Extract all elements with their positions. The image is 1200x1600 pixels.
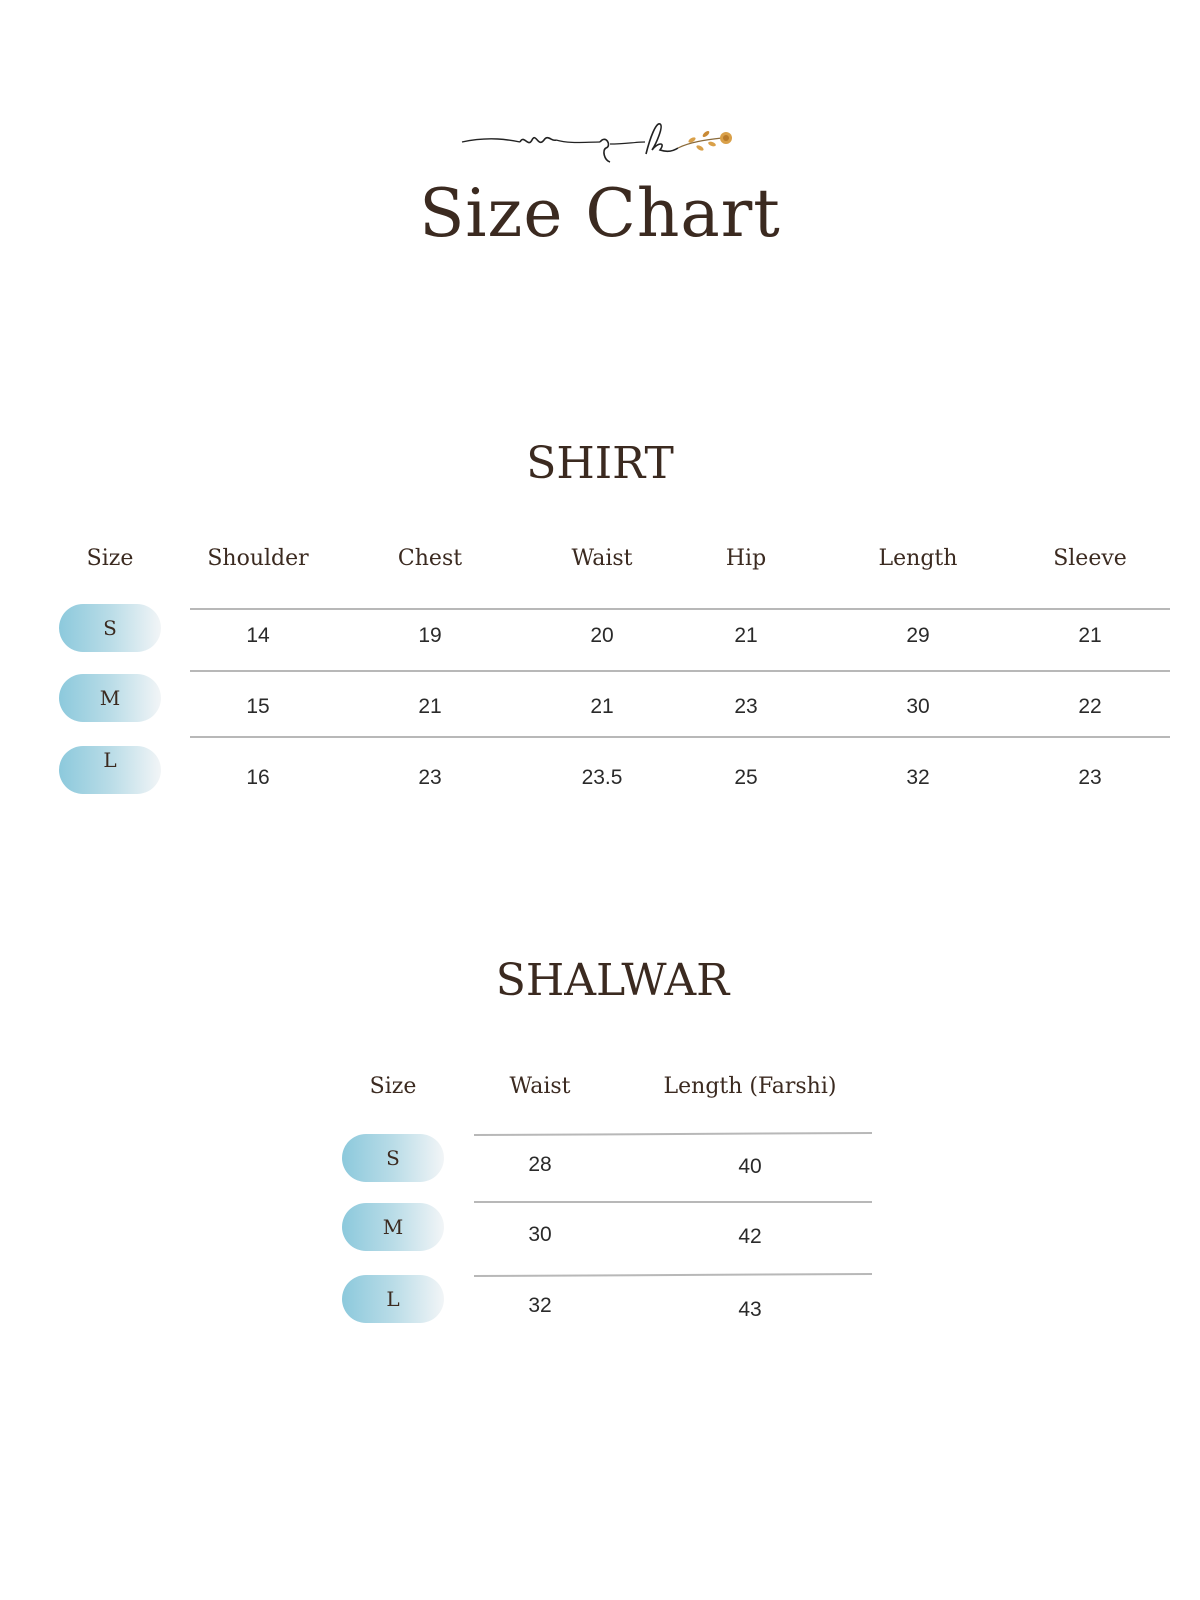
shalwar-cell: 30 — [528, 1223, 552, 1246]
shirt-cell: 29 — [906, 624, 930, 647]
shirt-cell: 21 — [1078, 624, 1102, 647]
shirt-cell: 19 — [418, 624, 442, 647]
shirt-header-length: Length — [878, 546, 958, 571]
shalwar-size-pill-s: S — [342, 1134, 444, 1182]
shalwar-header-waist: Waist — [509, 1074, 571, 1099]
shirt-cell: 14 — [246, 624, 270, 647]
shalwar-row-divider — [474, 1132, 872, 1136]
shalwar-cell: 43 — [738, 1298, 762, 1321]
shirt-section-title: SHIRT — [526, 438, 674, 489]
shalwar-size-pill-l: L — [342, 1275, 444, 1323]
shalwar-header-size: Size — [369, 1074, 417, 1099]
shirt-cell: 23 — [418, 766, 442, 789]
shirt-row-divider — [190, 670, 1170, 672]
shirt-row-divider — [190, 736, 1170, 738]
shalwar-header-length: Length (Farshi) — [663, 1074, 837, 1099]
shirt-header-chest: Chest — [397, 546, 463, 571]
shirt-header-sleeve: Sleeve — [1053, 546, 1127, 571]
shirt-cell: 16 — [246, 766, 270, 789]
shirt-row-divider — [190, 608, 1170, 610]
shirt-cell: 21 — [418, 695, 442, 718]
shirt-cell: 23.5 — [581, 766, 623, 789]
shirt-cell: 23 — [1078, 766, 1102, 789]
shirt-cell: 30 — [906, 695, 930, 718]
shirt-size-pill-m: M — [59, 674, 161, 722]
shirt-size-pill-l: L — [59, 746, 161, 794]
shirt-header-waist: Waist — [571, 546, 633, 571]
shirt-cell: 32 — [906, 766, 930, 789]
page-title: Size Chart — [419, 175, 781, 252]
shirt-cell: 22 — [1078, 695, 1102, 718]
shirt-cell: 21 — [734, 624, 758, 647]
shalwar-cell: 40 — [738, 1155, 762, 1178]
shirt-size-pill-s: S — [59, 604, 161, 652]
brand-logo — [460, 118, 750, 170]
shirt-cell: 21 — [590, 695, 614, 718]
shirt-cell: 15 — [246, 695, 270, 718]
shirt-cell: 25 — [734, 766, 758, 789]
shirt-cell: 20 — [590, 624, 614, 647]
shalwar-cell: 42 — [738, 1225, 762, 1248]
shalwar-cell: 32 — [528, 1294, 552, 1317]
shalwar-row-divider — [474, 1201, 872, 1203]
shalwar-row-divider — [474, 1273, 872, 1277]
shalwar-cell: 28 — [528, 1153, 552, 1176]
shirt-cell: 23 — [734, 695, 758, 718]
shalwar-section-title: SHALWAR — [495, 955, 730, 1006]
shirt-header-shoulder: Shoulder — [207, 546, 309, 571]
shirt-header-hip: Hip — [725, 546, 767, 571]
shalwar-size-pill-m: M — [342, 1203, 444, 1251]
shirt-header-size: Size — [86, 546, 134, 571]
